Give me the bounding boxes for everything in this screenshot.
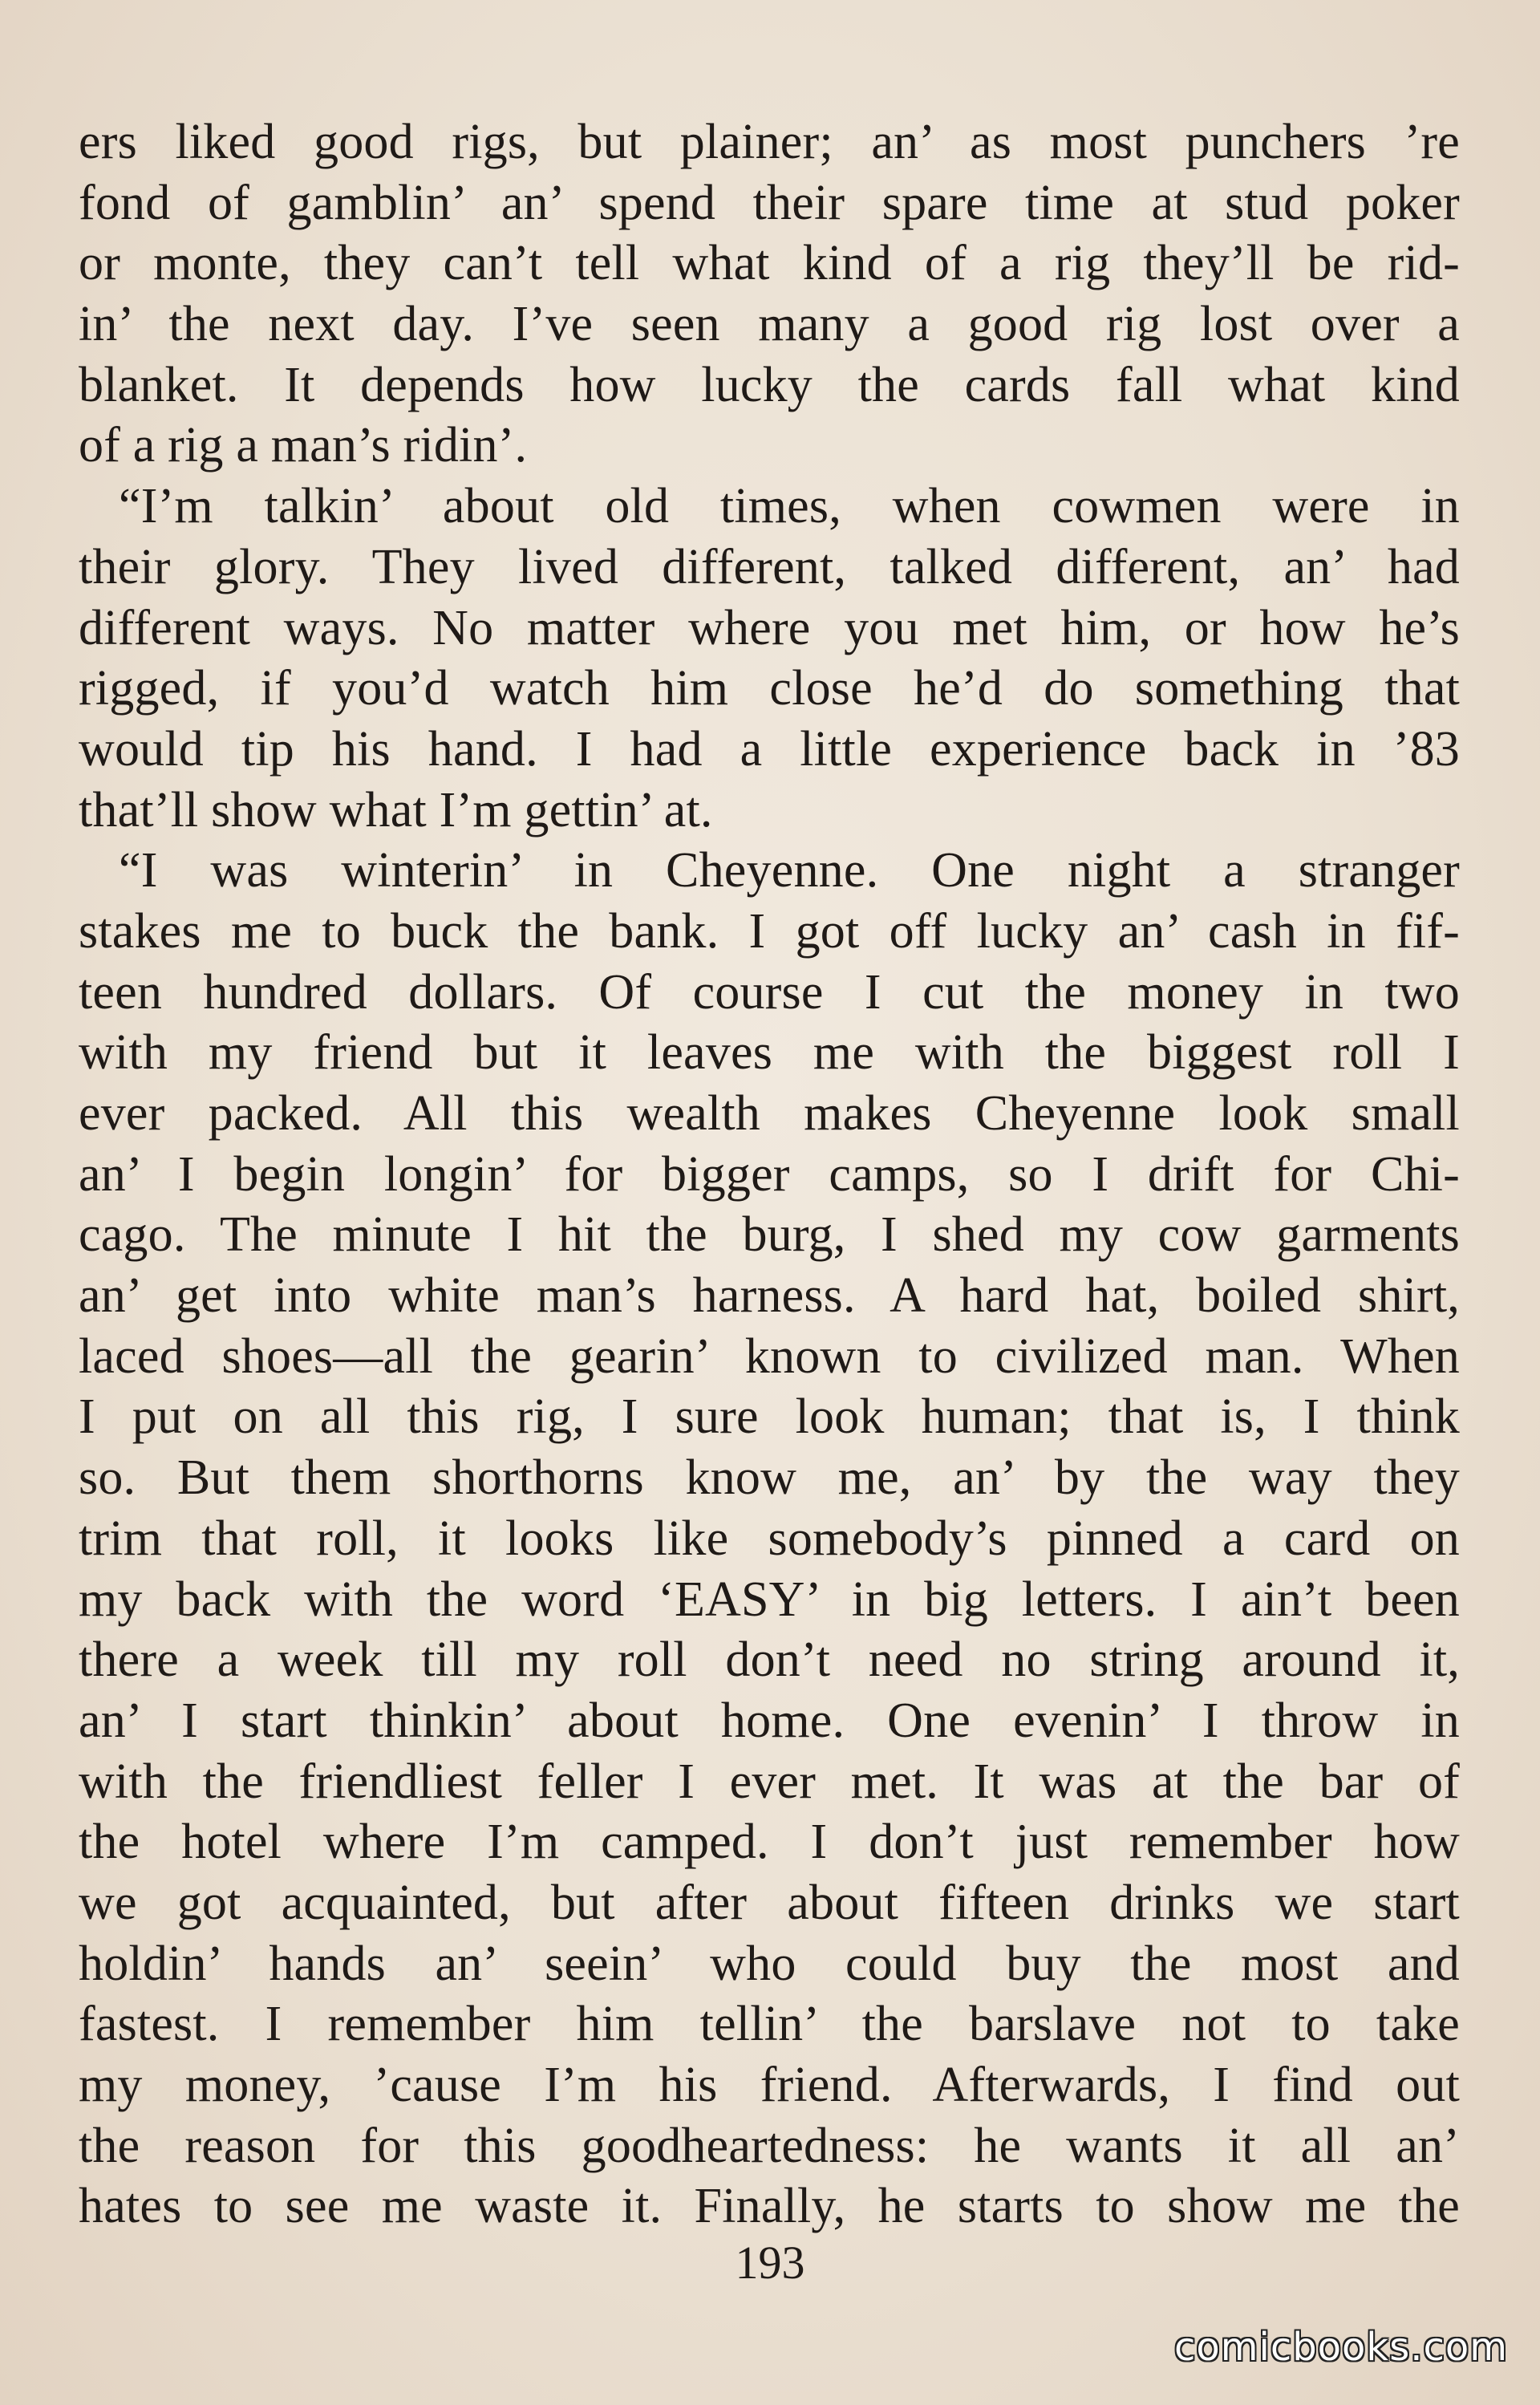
text-line: I put on all this rig, I sure look human; that is, I think <box>79 1389 1460 1445</box>
text-line: my back with the word ‘EASY’ in big letters. I ain’t been <box>79 1572 1460 1627</box>
text-line: different ways. No matter where you met him, or how he’s <box>79 600 1460 655</box>
paragraph-start: “I’m talkin’ about old times, when cowmen were in <box>119 479 1460 534</box>
body-text <box>79 112 1460 2237</box>
text-line: an’ I begin longin’ for bigger camps, so I drift for Chi- <box>79 1146 1460 1202</box>
text-line: the reason for this goodheartedness: he wants it all an’ <box>79 2118 1460 2173</box>
text-line: ever packed. All this wealth makes Cheyenne look small <box>79 1086 1460 1141</box>
text-line: ers liked good rigs, but plainer; an’ as most punchers ’re <box>79 115 1460 169</box>
text-line: an’ I start thinkin’ about home. One evenin’ I throw in <box>79 1693 1460 1748</box>
text-line: teen hundred dollars. Of course I cut the money in two <box>79 964 1460 1020</box>
text-line: of a rig a man’s ridin’. <box>79 418 528 473</box>
text-line: laced shoes—all the gearin’ known to civilized man. When <box>79 1328 1460 1384</box>
watermark-logo: comicbooks.com <box>1173 2325 1508 2370</box>
paragraph-start: “I was winterin’ in Cheyenne. One night a stranger <box>119 843 1460 898</box>
text-line: fond of gamblin’ an’ spend their spare time at stud poker <box>79 175 1460 230</box>
text-line: rigged, if you’d watch him close he’d do something that <box>79 661 1460 716</box>
text-line: fastest. I remember him tellin’ the barslave not to take <box>79 1997 1460 2052</box>
text-line: trim that roll, it looks like somebody’s pinned a card on <box>79 1511 1460 1566</box>
text-line: my money, ’cause I’m his friend. Afterwards, I find out <box>79 2058 1460 2112</box>
text-line: blanket. It depends how lucky the cards fall what kind <box>79 357 1460 412</box>
text-line: in’ the next day. I’ve seen many a good rig lost over a <box>79 297 1460 352</box>
text-line: cago. The minute I hit the burg, I shed my cow garments <box>79 1207 1460 1263</box>
text-line: would tip his hand. I had a little experience back in ’83 <box>79 721 1460 777</box>
text-line: so. But them shorthorns know me, an’ by the way they <box>79 1450 1460 1506</box>
text-line: that’ll show what I’m gettin’ at. <box>79 782 713 837</box>
text-line: their glory. They lived different, talked different, an’ had <box>79 539 1460 594</box>
text-line: with my friend but it leaves me with the biggest roll I <box>79 1025 1460 1081</box>
text-line: there a week till my roll don’t need no string around it, <box>79 1632 1460 1688</box>
text-line: hates to see me waste it. Finally, he starts to show me the <box>79 2179 1460 2234</box>
text-line: with the friendliest feller I ever met. It was at the bar of <box>79 1754 1460 1809</box>
text-line: an’ get into white man’s harness. A hard hat, boiled shirt, <box>79 1268 1460 1324</box>
text-line: or monte, they can’t tell what kind of a rig they’ll be rid- <box>79 236 1460 291</box>
text-line: holdin’ hands an’ seein’ who could buy the most and <box>79 1936 1460 1991</box>
text-line: stakes me to buck the bank. I got off lucky an’ cash in fif- <box>79 903 1460 959</box>
page-number: 193 <box>735 2237 805 2289</box>
text-line: we got acquainted, but after about fifteen drinks we start <box>79 1875 1460 1930</box>
text-line: the hotel where I’m camped. I don’t just remember how <box>79 1815 1460 1870</box>
